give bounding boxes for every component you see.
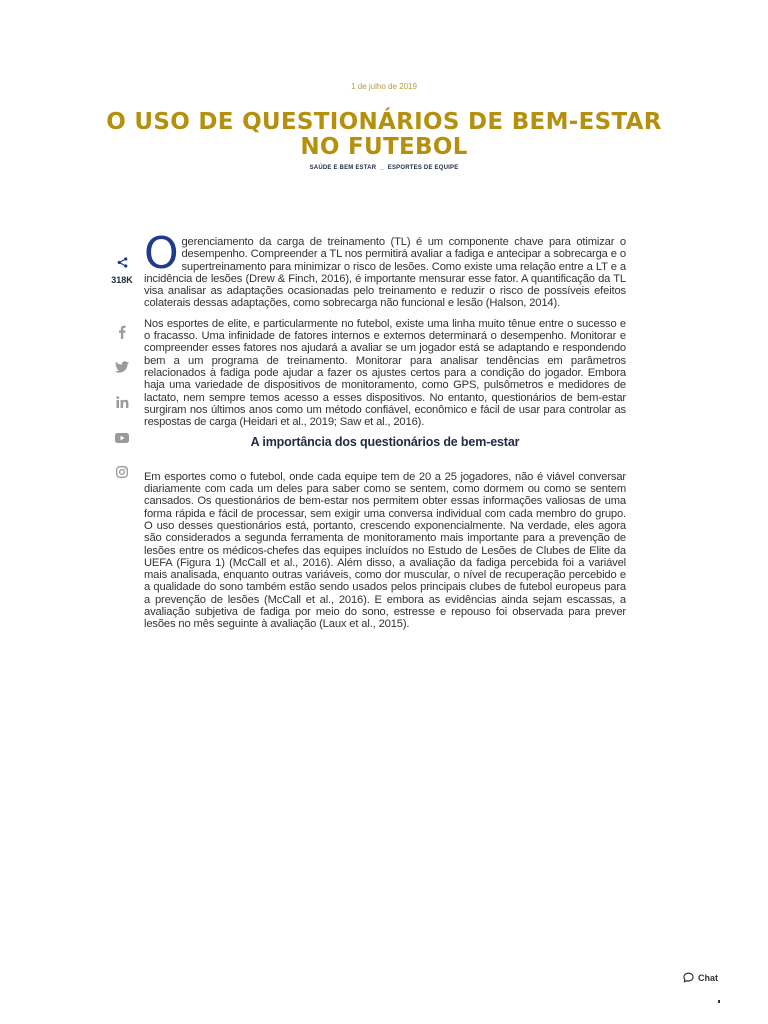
twitter-share-button[interactable] xyxy=(110,360,134,378)
facebook-share-button[interactable] xyxy=(110,325,134,344)
decorative-dot xyxy=(718,1000,720,1003)
share-icon xyxy=(117,257,128,268)
paragraph-text: gerenciamento da carga de treinamento (TL) é um componente chave para otimizar o desempenho. Compreender a TL nos permitirá avaliar a fadiga e antecipar a sobrecarga e o supertreinamento para minimizar o risco de lesões. Como existe uma relação entre a LT e a incidência de lesões (Drew & Finch, 2016), é importante mensurar esse fator. A quantificação da TL visa analisar as adaptações ocasionadas pelo treinamento e reduzir o risco de possíveis efeitos colaterais dessas adaptações, como sobrecarga não funcional e lesão (Halson, 2014). xyxy=(144,236,626,310)
drop-cap: O xyxy=(144,228,179,279)
page-title: O USO DE QUESTIONÁRIOS DE BEM-ESTAR NO FUTEBOL xyxy=(106,109,662,160)
chat-button[interactable] xyxy=(683,972,718,983)
instagram-icon xyxy=(116,466,128,478)
twitter-icon xyxy=(115,361,129,373)
article-paragraph-2: Nos esportes de elite, e particularmente no futebol, existe uma linha muito tênue entre o sucesso e o fracasso. Uma infinidade de fatores internos e externos determinará o desempenho. Monitorar e compreender esses fatores nos ajudará a avaliar se um jogador está se adaptando e respondendo bem a um programa de treinamento. Monitorar para analisar tendências em parâmetros relacionados à fadiga pode ajudar a fazer os ajustes certos para a condição do jogador. Embora haja uma variedade de dispositivos de monitoramento, como GPS, pulsômetros e medidores de lactato, nem sempre temos acesso a esses dispositivos. No entanto, questionários de bem-estar surgiram nos últimos anos como um método confiável, econômico e fácil de usar para controlar as respostas de carga (Heidari et al., 2019; Saw et al., 2016). xyxy=(144,317,626,429)
article-paragraph-3: Em esportes como o futebol, onde cada equipe tem de 20 a 25 jogadores, não é viável conversar diariamente com cada um deles para saber como se sentem, como dormem ou como se sentem cansados. Os questionários de bem-estar nos permitem obter essas informações valiosas de uma forma rápida e fácil de processar, sem exigir uma conversa individual com cada membro do grupo. O uso desses questionários está, portanto, crescendo exponencialmente. Na verdade, eles agora são considerados a segunda ferramenta de monitoramento mais importante para a prevenção de lesões entre os médicos-chefes das equipes incluídos no Estudo de Lesões de Clubes de Elite da UEFA (Figura 1) (McCall et al., 2016). Além disso, a avaliação da fadiga percebida foi a variável mais analisada, enquanto outras variáveis, como dor muscular, o nível de recuperação percebido e a qualidade do sono também estão sendo usados pelos principais clubes de futebol europeus para a prevenção de lesões (McCall et al., 2016). E embora as evidências ainda sejam escassas, a avaliação subjetiva de fadiga por meio do sono, estresse e repouso foi observada para prever lesões no mês seguinte à avaliação (Laux et al., 2015). xyxy=(144,470,626,631)
share-count: 318K xyxy=(111,275,133,285)
youtube-link-button[interactable] xyxy=(110,430,134,448)
chat-bubble-icon xyxy=(683,972,694,983)
tag-link-health[interactable]: SAÚDE E BEM ESTAR xyxy=(309,165,377,171)
chat-label: Chat xyxy=(698,972,718,983)
youtube-icon xyxy=(115,433,129,443)
linkedin-share-button[interactable] xyxy=(110,395,134,413)
linkedin-icon xyxy=(116,396,129,408)
tag-link-team-sports[interactable]: ESPORTES DE EQUIPE xyxy=(387,165,459,171)
share-button[interactable] xyxy=(110,255,134,273)
instagram-link-button[interactable] xyxy=(110,465,134,483)
article-body xyxy=(144,228,626,639)
article-paragraph-1 xyxy=(144,228,626,310)
section-heading: A importância dos questionários de bem-estar xyxy=(250,435,520,450)
category-tags: SAÚDE E BEM ESTAR _ ESPORTES DE EQUIPE xyxy=(309,165,459,171)
facebook-icon xyxy=(116,325,128,339)
publish-date: 1 de julho de 2019 xyxy=(351,82,417,91)
